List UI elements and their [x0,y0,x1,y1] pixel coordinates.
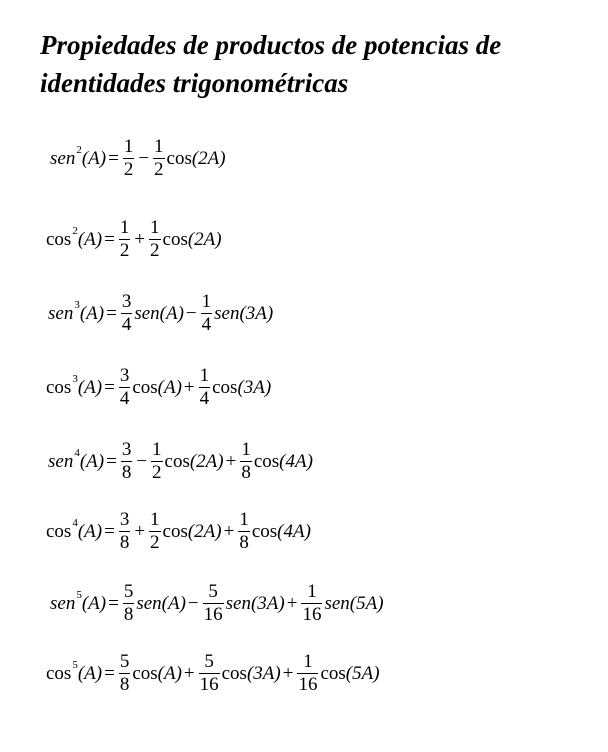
formula-row [46,652,380,695]
operator: − [187,592,199,614]
fraction-numerator: 5 [119,651,130,672]
operator: = [106,302,117,324]
operator: + [225,450,237,472]
term-argument: (A) [161,592,186,614]
fraction-numerator: 1 [150,217,160,238]
fraction [119,366,131,409]
fraction-denominator: 2 [123,159,134,180]
fraction-denominator: 8 [119,674,130,695]
term-argument: (2A) [191,147,226,169]
fraction-denominator: 4 [199,388,210,409]
fraction-denominator: 8 [239,532,249,553]
lhs-function: sen [50,592,76,614]
fraction-numerator: 1 [201,291,212,312]
lhs-argument: (A) [77,376,103,398]
lhs-function: sen [48,302,74,324]
lhs-function: cos [46,662,72,684]
fraction-denominator: 16 [199,674,219,695]
fraction [123,137,135,180]
term-argument: (5A) [345,662,380,684]
fraction-numerator: 5 [204,651,214,672]
term-function: sen [324,592,350,614]
lhs-exponent: 4 [72,516,78,529]
term-function: cos [253,450,280,472]
fraction-numerator: 1 [123,136,134,157]
operator: + [134,520,146,542]
fraction-denominator: 4 [119,388,130,409]
fraction [119,652,131,695]
fraction [119,510,131,553]
lhs-argument: (A) [81,147,107,169]
fraction [238,510,250,553]
operator: + [223,520,235,542]
fraction [119,218,131,261]
term-function: cos [164,450,190,472]
term-argument: (3A) [250,592,285,614]
term-function: cos [132,376,158,398]
operator: = [108,147,119,169]
fraction-denominator: 4 [201,314,212,335]
lhs-argument: (A) [77,662,103,684]
lhs-function: cos [46,520,72,542]
operator: = [104,228,115,250]
lhs-argument: (A) [79,450,105,472]
fraction-denominator: 16 [298,674,318,695]
fraction-numerator: 3 [119,509,130,530]
lhs-function: cos [46,376,72,398]
term-function: cos [221,662,247,684]
fraction-denominator: 2 [150,532,160,553]
fraction-denominator: 8 [121,462,132,483]
fraction [203,582,224,625]
lhs-exponent: 2 [76,143,82,156]
term-function: cos [162,228,188,250]
operator: = [108,592,119,614]
fraction [149,510,161,553]
fraction-numerator: 1 [150,509,160,530]
fraction-numerator: 3 [119,365,130,386]
lhs-exponent: 3 [72,372,78,385]
formula-row [50,582,384,625]
formula-row [46,510,311,553]
formula-row [48,292,273,335]
fraction [149,218,161,261]
fraction [151,440,163,483]
term-function: cos [132,662,158,684]
fraction-denominator: 2 [152,462,162,483]
fraction-numerator: 3 [121,291,132,312]
term-function: cos [212,376,238,398]
formula-row [50,137,226,180]
fraction [297,652,318,695]
lhs-function: sen [50,147,76,169]
term-argument: (3A) [246,662,281,684]
operator: − [185,302,197,324]
term-argument: (2A) [189,450,224,472]
term-argument: (4A) [279,450,313,472]
fraction-numerator: 3 [121,439,132,460]
term-argument: (A) [157,662,182,684]
operator: + [134,228,146,250]
lhs-function: sen [48,450,74,472]
title-line-2: identidades trigonométricas [40,68,349,98]
fraction [301,582,322,625]
title-line-1: Propiedades de productos de potencias de [40,30,502,60]
term-function: sen [214,302,240,324]
formula-row [46,218,222,261]
lhs-exponent: 5 [72,658,78,671]
operator: = [104,376,115,398]
lhs-exponent: 5 [76,588,82,601]
fraction-denominator: 8 [123,604,134,625]
fraction [240,440,252,483]
fraction-numerator: 1 [119,217,130,238]
fraction-denominator: 2 [119,240,130,261]
operator: + [282,662,294,684]
fraction-denominator: 8 [119,532,130,553]
operator: − [138,147,150,169]
fraction [199,652,220,695]
fraction-numerator: 1 [303,651,313,672]
operator: = [106,450,117,472]
fraction-numerator: 5 [123,581,134,602]
fraction-numerator: 1 [239,509,249,530]
fraction-denominator: 16 [302,604,322,625]
lhs-exponent: 2 [72,224,78,237]
operator: = [104,520,115,542]
term-function: cos [162,520,188,542]
operator: + [183,376,195,398]
term-argument: (3A) [239,302,274,324]
lhs-argument: (A) [81,592,107,614]
fraction [201,292,213,335]
fraction-numerator: 1 [154,136,164,157]
term-argument: (2A) [187,520,222,542]
fraction [121,292,133,335]
fraction-denominator: 8 [241,462,251,483]
term-argument: (2A) [187,228,222,250]
fraction-denominator: 4 [121,314,132,335]
term-argument: (5A) [349,592,384,614]
lhs-function: cos [46,228,72,250]
term-argument: (A) [157,376,182,398]
term-function: cos [320,662,346,684]
fraction-numerator: 1 [152,439,162,460]
term-argument: (3A) [237,376,272,398]
operator: + [183,662,195,684]
formula-row [48,440,313,483]
term-argument: (4A) [277,520,311,542]
operator: − [136,450,148,472]
lhs-argument: (A) [77,228,103,250]
lhs-argument: (A) [77,520,103,542]
lhs-exponent: 4 [74,446,80,459]
term-function: cos [251,520,278,542]
fraction [153,137,165,180]
term-function: sen [225,592,251,614]
fraction [123,582,135,625]
fraction-denominator: 2 [150,240,160,261]
fraction [199,366,211,409]
fraction-numerator: 1 [199,365,210,386]
fraction [121,440,133,483]
fraction-denominator: 16 [203,604,223,625]
fraction-denominator: 2 [154,159,164,180]
operator: = [104,662,115,684]
operator: + [286,592,298,614]
term-argument: (A) [159,302,184,324]
fraction-numerator: 1 [307,581,317,602]
term-function: sen [134,302,160,324]
lhs-exponent: 3 [74,298,80,311]
term-function: sen [136,592,162,614]
fraction-numerator: 1 [241,439,251,460]
fraction-numerator: 5 [208,581,218,602]
formula-row [46,366,271,409]
term-function: cos [166,147,192,169]
lhs-argument: (A) [79,302,105,324]
